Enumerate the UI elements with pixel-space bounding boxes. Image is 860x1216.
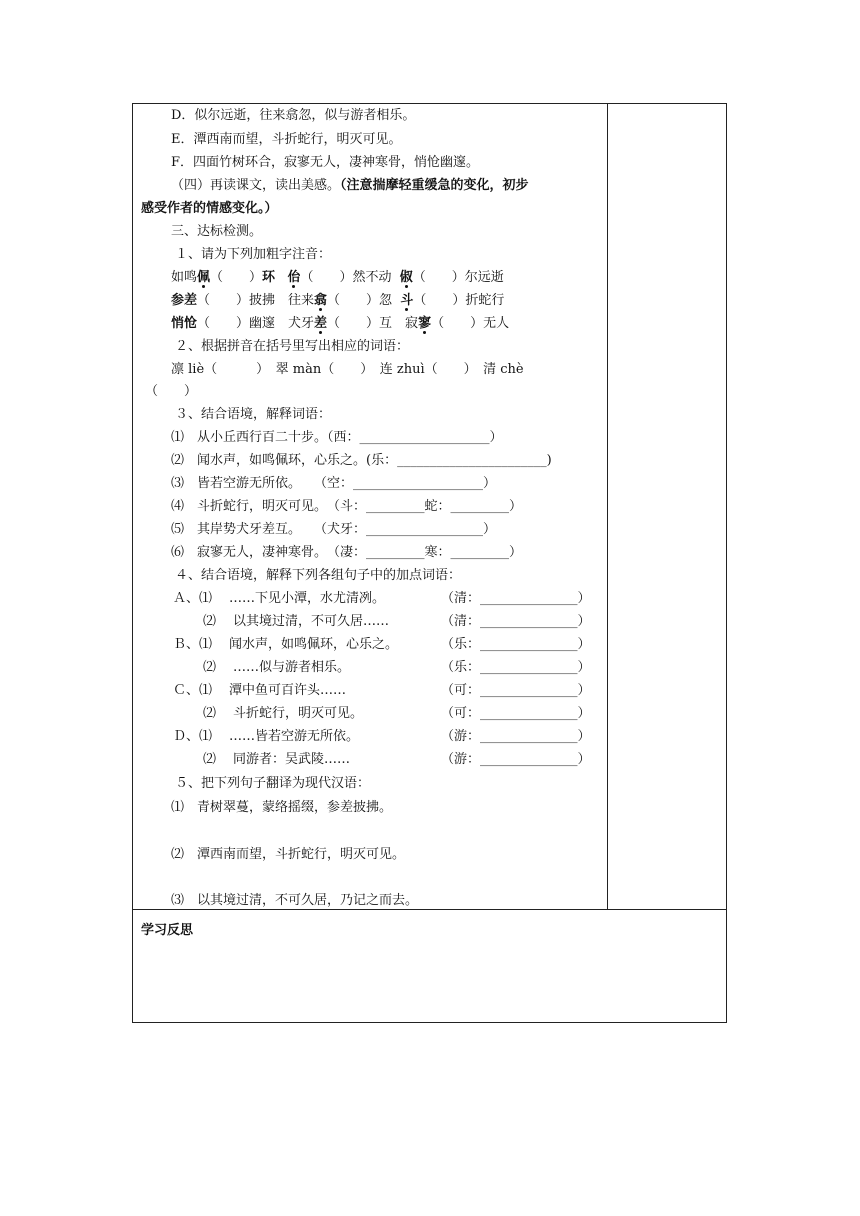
q1-text: （ ）无人 bbox=[431, 316, 510, 331]
q2-title: ２、根据拼音在括号里写出相应的词语： bbox=[175, 339, 410, 354]
q4-blank: （乐：_______________） bbox=[441, 660, 591, 675]
q4-sentence: 斗折蛇行，明灭可见。 bbox=[233, 706, 364, 721]
q5-item: ⑶ 以其境过清，不可久居，乃记之而去。 bbox=[171, 893, 419, 908]
q1-row1 bbox=[171, 268, 504, 288]
section4-normal: （四）再读课文，读出美感。 bbox=[171, 178, 341, 193]
q3-item: ⑶ 皆若空游无所依。 （空：____________________） bbox=[171, 476, 497, 491]
worksheet-table bbox=[132, 103, 727, 1023]
q1-row3 bbox=[171, 314, 509, 334]
q1-bold-char: 差 bbox=[314, 316, 328, 331]
q4-sentence: ……下见小潭，水尤清冽。 bbox=[229, 591, 386, 606]
section4-line1 bbox=[171, 176, 529, 196]
section4-bold: （注意揣摩轻重缓急的变化，初步 bbox=[340, 178, 529, 193]
q4-label: ⑵ bbox=[203, 752, 217, 767]
q4-label: Ｃ、⑴ bbox=[173, 683, 213, 698]
q4-blank: （清：_______________） bbox=[441, 591, 591, 606]
q1-bold-char: 环 bbox=[262, 270, 276, 285]
q4-title: ４、结合语境，解释下列各组句子中的加点词语： bbox=[175, 568, 462, 583]
q4-sentence: ……似与游者相乐。 bbox=[233, 660, 351, 675]
q1-bold-char: 翕 bbox=[314, 293, 328, 308]
option-f: F．四面竹树环合，寂寥无人，凄神寒骨，悄怆幽邃。 bbox=[171, 155, 480, 170]
column-divider bbox=[607, 104, 608, 909]
q4-sentence: 闻水声，如鸣佩环，心乐之。 bbox=[229, 637, 399, 652]
option-e: E．潭西南而望，斗折蛇行，明灭可见。 bbox=[171, 132, 402, 147]
reflection-label: 学习反思 bbox=[141, 923, 194, 938]
q1-text: （ ）忽 bbox=[327, 293, 393, 308]
q4-sentence: 潭中鱼可百许头…… bbox=[229, 683, 347, 698]
q1-bold-char: 悄怆 bbox=[171, 316, 198, 331]
q1-bold-char: 佁 bbox=[287, 270, 301, 285]
q1-bold-char: 参差 bbox=[171, 293, 198, 308]
q1-title: １、请为下列加粗字注音： bbox=[175, 247, 332, 262]
q1-text: （ ）折蛇行 bbox=[413, 293, 505, 308]
q4-label: Ｂ、⑴ bbox=[173, 637, 213, 652]
q4-blank: （游：_______________） bbox=[441, 729, 591, 744]
q1-text: （ ）幽邃 犬牙 bbox=[197, 316, 315, 331]
q2-line2: （ ） bbox=[145, 384, 198, 399]
q4-label: Ａ、⑴ bbox=[173, 591, 213, 606]
q5-item: ⑴ 青树翠蔓，蒙络摇缀，参差披拂。 bbox=[171, 800, 393, 815]
q3-item: ⑸ 其岸势犬牙差互。 （犬牙：__________________） bbox=[171, 522, 497, 537]
section3-title: 三、达标检测。 bbox=[171, 224, 263, 239]
q5-item: ⑵ 潭西南而望，斗折蛇行，明灭可见。 bbox=[171, 847, 406, 862]
q4-label: ⑵ bbox=[203, 660, 217, 675]
q4-blank: （游：_______________） bbox=[441, 752, 591, 767]
section4-line2: 感受作者的情感变化。） bbox=[141, 201, 278, 216]
q1-bold-char: 斗 bbox=[400, 293, 414, 308]
q1-text: （ ）互 寂 bbox=[327, 316, 419, 331]
q4-label: Ｄ、⑴ bbox=[173, 729, 213, 744]
q1-text: （ ）然不动 bbox=[300, 270, 392, 285]
q3-item: ⑷ 斗折蛇行，明灭可见。 （斗：_________蛇：_________） bbox=[171, 499, 523, 514]
q1-text: （ ）尔远逝 bbox=[412, 270, 504, 285]
q1-text: 如鸣 bbox=[171, 270, 198, 285]
q4-blank: （可：_______________） bbox=[441, 706, 591, 721]
q3-title: ３、结合语境，解释词语： bbox=[175, 407, 332, 422]
q2-line1: 凛 liè（ ） 翠 màn（ ） 连 zhuì（ ） 清 chè bbox=[171, 362, 524, 377]
q3-item: ⑵ 闻水声，如鸣佩环，心乐之。(乐：_______________________) bbox=[171, 453, 552, 468]
option-d: D．似尔远逝，往来翕忽，似与游者相乐。 bbox=[171, 108, 416, 123]
q1-bold-char: 寥 bbox=[418, 316, 432, 331]
q1-bold-char: 佩 bbox=[197, 270, 211, 285]
q4-sentence: 以其境过清，不可久居…… bbox=[233, 614, 390, 629]
q1-paren: （ ） bbox=[210, 270, 263, 285]
q1-bold-char: 俶 bbox=[399, 270, 413, 285]
q3-item: ⑴ 从小丘西行百二十步。（西：____________________） bbox=[171, 430, 503, 445]
q4-sentence: 同游者：吴武陵…… bbox=[233, 752, 351, 767]
q5-title: ５、把下列句子翻译为现代汉语： bbox=[175, 776, 371, 791]
q4-blank: （清：_______________） bbox=[441, 614, 591, 629]
q4-label: ⑵ bbox=[203, 706, 217, 721]
q1-text: （ ）披拂 往来 bbox=[197, 293, 315, 308]
q3-item: ⑹ 寂寥无人，凄神寒骨。 （凄：_________寒：_________） bbox=[171, 545, 523, 560]
q4-blank: （可：_______________） bbox=[441, 683, 591, 698]
q4-sentence: ……皆若空游无所依。 bbox=[229, 729, 360, 744]
q4-label: ⑵ bbox=[203, 614, 217, 629]
q4-blank: （乐：_______________） bbox=[441, 637, 591, 652]
q1-row2 bbox=[171, 291, 504, 311]
